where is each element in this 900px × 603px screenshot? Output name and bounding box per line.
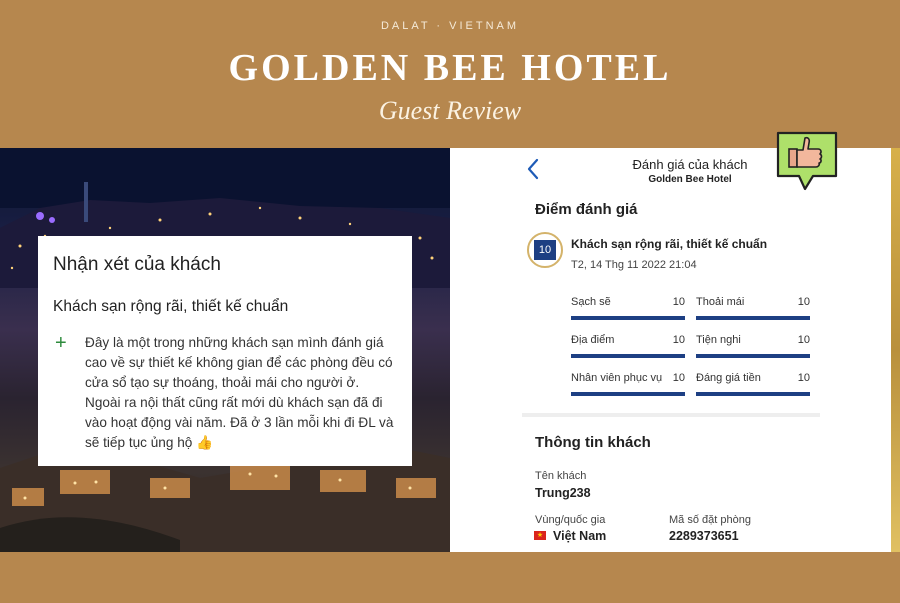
- overall-score-badge: [527, 232, 563, 268]
- hotel-title: GOLDEN BEE HOTEL: [228, 47, 672, 89]
- booking-label: Mã số đặt phòng: [669, 514, 751, 526]
- overall-score: 10: [534, 240, 556, 260]
- category-value: 10: [672, 372, 685, 384]
- booking-code: 2289373651: [669, 529, 739, 543]
- category-label: Địa điểm: [571, 334, 615, 346]
- region-value: Việt Nam: [553, 529, 607, 543]
- review-date: T2, 14 Thg 11 2022 21:04: [571, 259, 697, 271]
- category-label: Nhân viên phục vụ: [571, 372, 663, 384]
- region-label: Vùng/quốc gia: [535, 514, 606, 526]
- category-value: 10: [797, 296, 810, 308]
- plus-icon: +: [55, 332, 67, 354]
- category-value: 10: [672, 296, 685, 308]
- category-label: Sạch sẽ: [571, 296, 611, 308]
- thumbs-up-icon: [775, 130, 839, 197]
- category-bar: [696, 354, 810, 358]
- page-subtitle: Guest Review: [378, 96, 522, 125]
- header-tagline: DALAT · VIETNAM: [380, 20, 520, 32]
- app-header-subtitle: Golden Bee Hotel: [648, 174, 732, 185]
- category-score: [571, 334, 685, 358]
- category-bar: [571, 354, 685, 358]
- category-label: Thoải mái: [696, 296, 745, 308]
- review-title: Khách sạn rộng rãi, thiết kế chuẩn: [53, 298, 289, 315]
- category-bar: [696, 316, 810, 320]
- category-score: [571, 296, 685, 320]
- category-score: [696, 334, 810, 358]
- score-section-title: Điểm đánh giá: [535, 201, 638, 218]
- footer-band: [0, 552, 900, 603]
- category-label: Tiện nghi: [696, 334, 741, 346]
- guest-name: Trung238: [535, 486, 591, 500]
- category-bar: [571, 316, 685, 320]
- app-header-title: Đánh giá của khách: [632, 157, 748, 172]
- section-divider: [522, 413, 820, 417]
- gold-border-strip: [891, 148, 900, 552]
- review-body: [53, 333, 396, 453]
- review-card: [38, 236, 412, 466]
- category-bar: [696, 392, 810, 396]
- guest-name-label: Tên khách: [535, 470, 587, 482]
- app-review-title: Khách sạn rộng rãi, thiết kế chuẩn: [571, 237, 768, 251]
- back-chevron-icon[interactable]: [526, 158, 540, 185]
- category-value: 10: [797, 372, 810, 384]
- category-score: [696, 296, 810, 320]
- category-value: 10: [672, 334, 685, 346]
- guest-section-title: Thông tin khách: [535, 434, 651, 451]
- category-score: [696, 372, 810, 396]
- vietnam-flag-icon: ★: [534, 531, 546, 540]
- category-score: [571, 372, 685, 396]
- review-text: Đây là một trong những khách sạn mình đánh giá cao về sự thiết kế không gian để các phòng đều có cửa sổ tạo sự thoáng, thoải mái cho người ở. Ngoài ra nội thất cũng rất mới dù khách sạn đã đi vào hoạt động vài năm. Đã ở 3 lần mỗi khi đi ĐL và sẽ tiếp tục ủng hộ 👍: [85, 335, 394, 450]
- category-value: 10: [797, 334, 810, 346]
- category-label: Đáng giá tiền: [696, 372, 761, 384]
- review-heading: Nhận xét của khách: [53, 254, 221, 275]
- category-bar: [571, 392, 685, 396]
